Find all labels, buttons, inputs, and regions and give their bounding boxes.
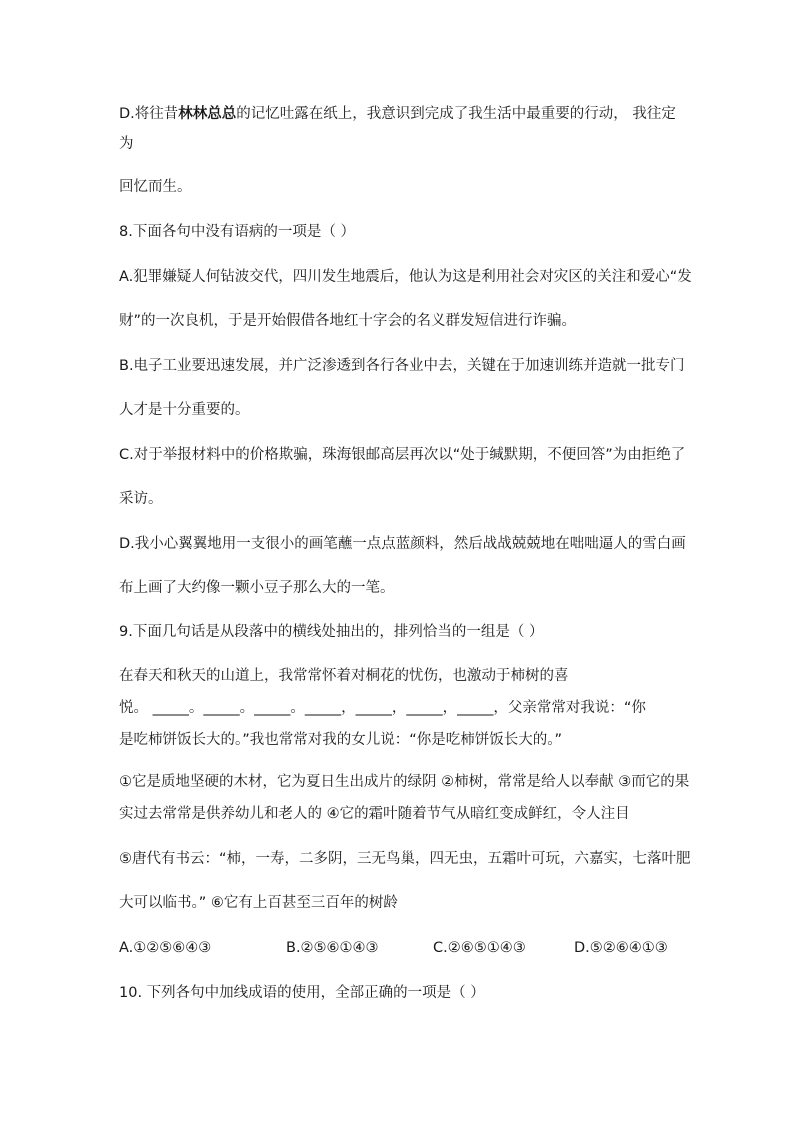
q8-stem: 8.下面各句中没有语病的一项是（ ） <box>119 224 355 240</box>
q9-passage-line3: 是吃柿饼饭长大的。”我也常常对我的女儿说：“你是吃柿饼饭长大的。” <box>119 732 563 748</box>
q9-option-c: C.②⑥⑤①④③ <box>433 940 526 956</box>
q10-stem: 10. 下列各句中加线成语的使用，全部正确的一项是（ ） <box>119 985 485 1001</box>
q9-option-b: B.②⑤⑥①④③ <box>286 940 379 956</box>
q9-option-a: A.①②⑤⑥④③ <box>119 940 212 956</box>
q9-sentences-line1: ①它是质地坚硬的木材，它为夏日生出成片的绿阴 ②柿树，常常是给人以奉献 ③而它的果 <box>119 774 690 790</box>
q8-option-b-line1: B.电子工业要迅速发展，并广泛渗透到各行各业中去，关键在于加速训练并造就一批专门 <box>119 358 685 374</box>
q7-option-d-line3: 回忆而生。 <box>119 179 192 195</box>
q8-option-d-line2: 布上画了大约像一颗小豆子那么大的一笔。 <box>119 580 395 596</box>
q7-option-d-line1 <box>119 104 676 124</box>
q8-option-a-line1: A.犯罪嫌疑人何钻波交代，四川发生地震后，他认为这是利用社会对灾区的关注和爱心“发 <box>119 269 692 285</box>
q9-passage-line1: 在春天和秋天的山道上，我常常怀着对桐花的忧伤，也激动于柿树的喜 <box>119 668 569 684</box>
q8-option-c-line1: C.对于举报材料中的价格欺骗，珠海银邮高层再次以“处于缄默期，不便回答”为由拒绝了 <box>119 447 686 463</box>
q8-option-b-line2: 人才是十分重要的。 <box>119 402 250 418</box>
q9-sentences-line4: 大可以临书。” ⑥它有上百甚至三百年的树龄 <box>119 895 398 911</box>
q8-option-c-line2: 采访。 <box>119 491 163 507</box>
q9-option-d: D.⑤②⑥④①③ <box>574 940 668 956</box>
text: 的记忆吐露在纸上，我意识到完成了我生活中最重要的行动， 我往定 <box>236 106 676 122</box>
q9-passage-line2: 悦。 _____。_____。_____。_____，_____，_____，_____，父亲常常对我说：“你 <box>119 700 646 716</box>
q9-stem: 9.下面几句话是从段落中的横线处抽出的，排列恰当的一组是（ ） <box>119 624 544 640</box>
q7-option-d-line2: 为 <box>119 136 134 152</box>
q9-sentences-line3: ⑤唐代有书云：“柿，一寿，二多阴，三无鸟巢，四无虫，五霜叶可玩，六嘉实，七落叶肥 <box>119 851 691 867</box>
text: D.将往昔 <box>119 106 179 122</box>
q8-option-d-line1: D.我小心翼翼地用一支很小的画笔蘸一点点蓝颜料，然后战战兢兢地在咄咄逼人的雪白画 <box>119 536 686 552</box>
q8-option-a-line2: 财”的一次良机，于是开始假借各地红十字会的名义群发短信进行诈骗。 <box>119 313 577 329</box>
bold-phrase: 林林总总 <box>178 106 237 122</box>
q9-sentences-line2: 实过去常常是供养幼儿和老人的 ④它的霜叶随着节气从暗红变成鲜红，令人注目 <box>119 806 630 822</box>
